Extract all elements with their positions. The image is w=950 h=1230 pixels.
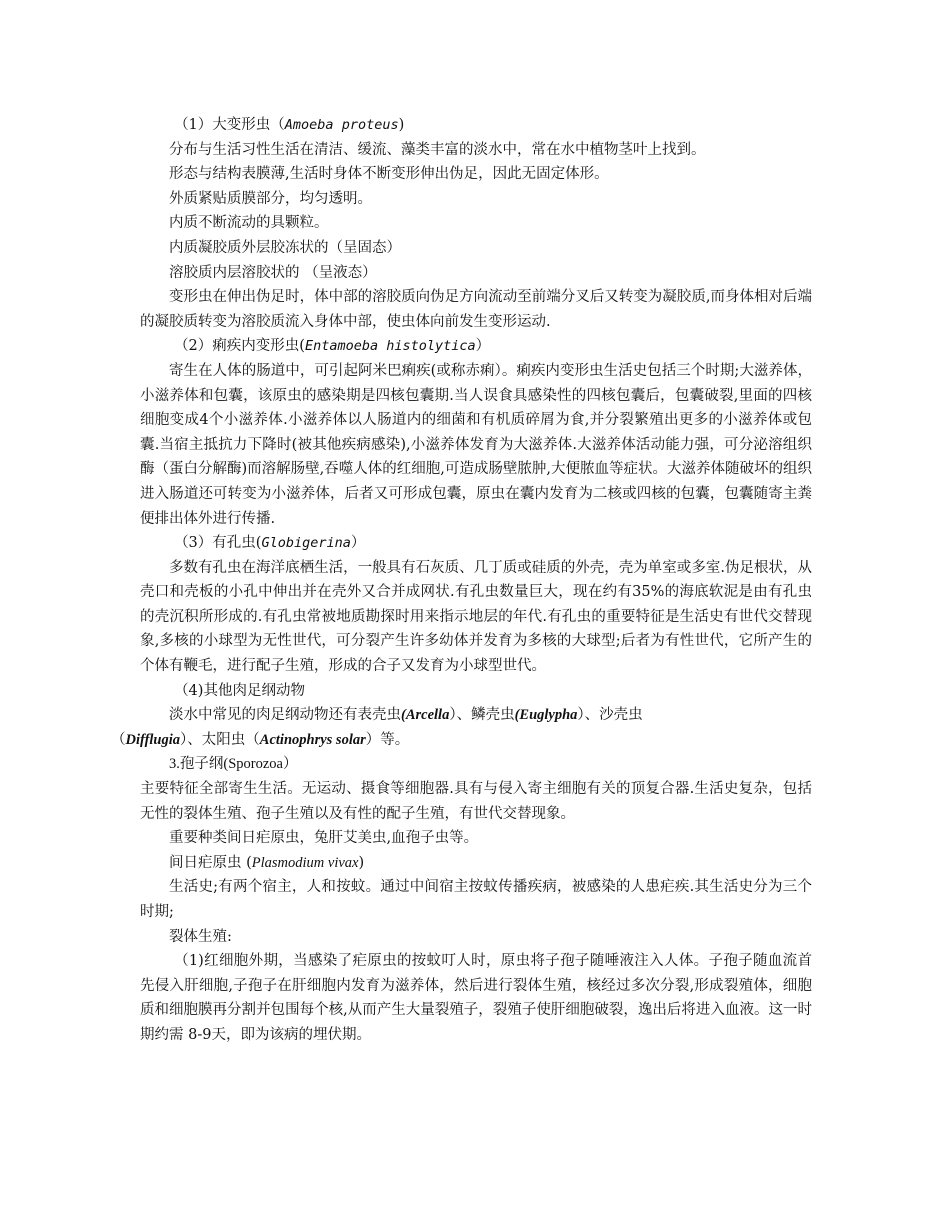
amoeba-heading xyxy=(140,113,812,138)
amoeba-plasmasol: 溶胶质内层溶胶状的 （呈液态） xyxy=(169,264,377,281)
globigerina-latin-name: Globigerina xyxy=(261,535,351,552)
arcella-latin-name: (Arcella xyxy=(401,707,450,724)
amoeba-morphology: 形态与结构表膜薄,生活时身体不断变形伸出伪足，因此无固定体形。 xyxy=(169,166,609,183)
other-sarcodina-text-3: ）、沙壳虫 xyxy=(577,707,643,724)
other-sarcodina-text-5: ）、太阳虫（ xyxy=(180,731,260,748)
other-sarcodina-text-4: （ xyxy=(111,731,126,748)
globigerina-body: 多数有孔虫在海洋底栖生活，一般具有石灰质、几丁质或硅质的外壳，壳为单室或多室.伪足根状，从壳口和壳板的小孔中伸出并在壳外又合并成网状.有孔虫数量巨大，现在约有35%的海底软泥是由有孔虫的壳沉积所形成的.有孔虫常被地质勘探时用来指示地层的年代.有孔虫的重要特征是生活史有世代交替现象,多核的小球型为无性世代，可分裂产生许多幼体并发育为多核的大球型;后者为有性世代，它所产生的个体有鞭毛，进行配子生殖，形成的合子又发育为小球型世代。 xyxy=(140,559,812,675)
sporozoa-heading: 3.孢子纲(Sporozoa） xyxy=(169,756,298,773)
plasmodium-latin-name: Plasmodium vivax xyxy=(251,854,359,871)
other-sarcodina-text-1: 淡水中常见的肉足纲动物还有表壳虫 xyxy=(169,707,401,724)
amoeba-distribution: 分布与生活习性生活在清洁、缓流、藻类丰富的淡水中，常在水中植物茎叶上找到。 xyxy=(169,141,706,158)
amoeba-endoplasm: 内质不断流动的具颗粒。 xyxy=(169,215,329,232)
sporozoa-species: 重要种类间日疟原虫，兔肝艾美虫,血孢子虫等。 xyxy=(169,830,479,847)
entamoeba-heading-suffix: ） xyxy=(475,338,491,355)
other-sarcodina-body xyxy=(111,703,812,752)
actinophrys-latin-name: Actinophrys solar xyxy=(259,731,366,748)
globigerina-heading xyxy=(140,531,812,556)
globigerina-heading-suffix: ） xyxy=(350,535,366,552)
other-sarcodina-text-2: ）、鳞壳虫 xyxy=(449,707,515,724)
exo-erythrocytic-stage: （1)红细胞外期，当感染了疟原虫的按蚊叮人时，原虫将子孢子随唾液注入人体。子孢子随血流首先侵入肝细胞,子孢子在肝细胞内发育为滋养体，然后进行裂体生殖，核经过多次分裂,形成裂殖体，细胞质和细胞膜再分割并包围每个核,从而产生大量裂殖子，裂殖子使肝细胞破裂，逸出后将进入血液。这一时期约需 8-9天，即为该病的埋伏期。 xyxy=(140,953,812,1043)
amoeba-plasmagel: 内质凝胶质外层胶冻状的（呈固态） xyxy=(169,239,401,256)
plasmodium-heading xyxy=(140,851,812,876)
euglypha-latin-name: (Euglypha xyxy=(514,707,578,724)
entamoeba-heading-prefix: （2）痢疾内变形虫( xyxy=(174,338,305,355)
amoeba-heading-suffix: ) xyxy=(398,117,405,133)
document-page xyxy=(111,113,812,1048)
other-sarcodina-text-6: ）等。 xyxy=(365,731,410,748)
difflugia-latin-name: Difflugia xyxy=(125,731,181,748)
amoeba-movement: 变形虫在伸出伪足时，体中部的溶胶质向伪足方向流动至前端分叉后又转变为凝胶质,而身体相对后端的凝胶质转变为溶胶质流入身体中部，使虫体向前发生变形运动. xyxy=(140,289,812,330)
amoeba-latin-name: Amoeba proteus xyxy=(284,117,399,133)
entamoeba-latin-name: Entamoeba histolytica xyxy=(304,338,476,355)
plasmodium-life-history: 生活史;有两个宿主，人和按蚊。通过中间宿主按蚊传播疾病，被感染的人患疟疾.其生活史分为三个时期; xyxy=(140,879,812,920)
plasmodium-heading-suffix: ) xyxy=(358,854,365,871)
amoeba-ectoplasm: 外质紧贴质膜部分，均匀透明。 xyxy=(169,190,372,207)
plasmodium-heading-prefix: 间日疟原虫 ( xyxy=(169,854,252,871)
schizogony-heading: 裂体生殖: xyxy=(169,928,232,945)
sporozoa-features: 主要特征全部寄生生活。无运动、摄食等细胞器.具有与侵入寄主细胞有关的顶复合器.生活史复杂，包括无性的裂体生殖、孢子生殖以及有性的配子生殖，有世代交替现象。 xyxy=(140,781,812,822)
entamoeba-heading xyxy=(140,334,812,359)
other-sarcodina-heading: （4)其他肉足纲动物 xyxy=(174,682,305,699)
globigerina-heading-prefix: （3）有孔虫( xyxy=(174,535,262,552)
amoeba-heading-prefix: （1）大变形虫（ xyxy=(174,117,285,133)
entamoeba-body: 寄生在人体的肠道中，可引起阿米巴痢疾(或称赤痢）。痢疾内变形虫生活史包括三个时期;大滋养体，小滋养体和包囊，该原虫的感染期是四核包囊期.当人误食具感染性的四核包囊后，包囊破裂,里面的四核细胞变成4个小滋养体.小滋养体以人肠道内的细菌和有机质碎屑为食,并分裂繁殖出更多的小滋养体或包囊.当宿主抵抗力下降时(被其他疾病感染),小滋养体发育为大滋养体.大滋养体活动能力强，可分泌溶组织酶（蛋白分解酶)而溶解肠壁,吞噬人体的红细胞,可造成肠壁脓肿,大便脓血等症状。大滋养体随破坏的组织进入肠道还可转变为小滋养体，后者又可形成包囊，原虫在囊内发育为二核或四核的包囊，包囊随寄主粪便排出体外进行传播. xyxy=(140,362,812,527)
